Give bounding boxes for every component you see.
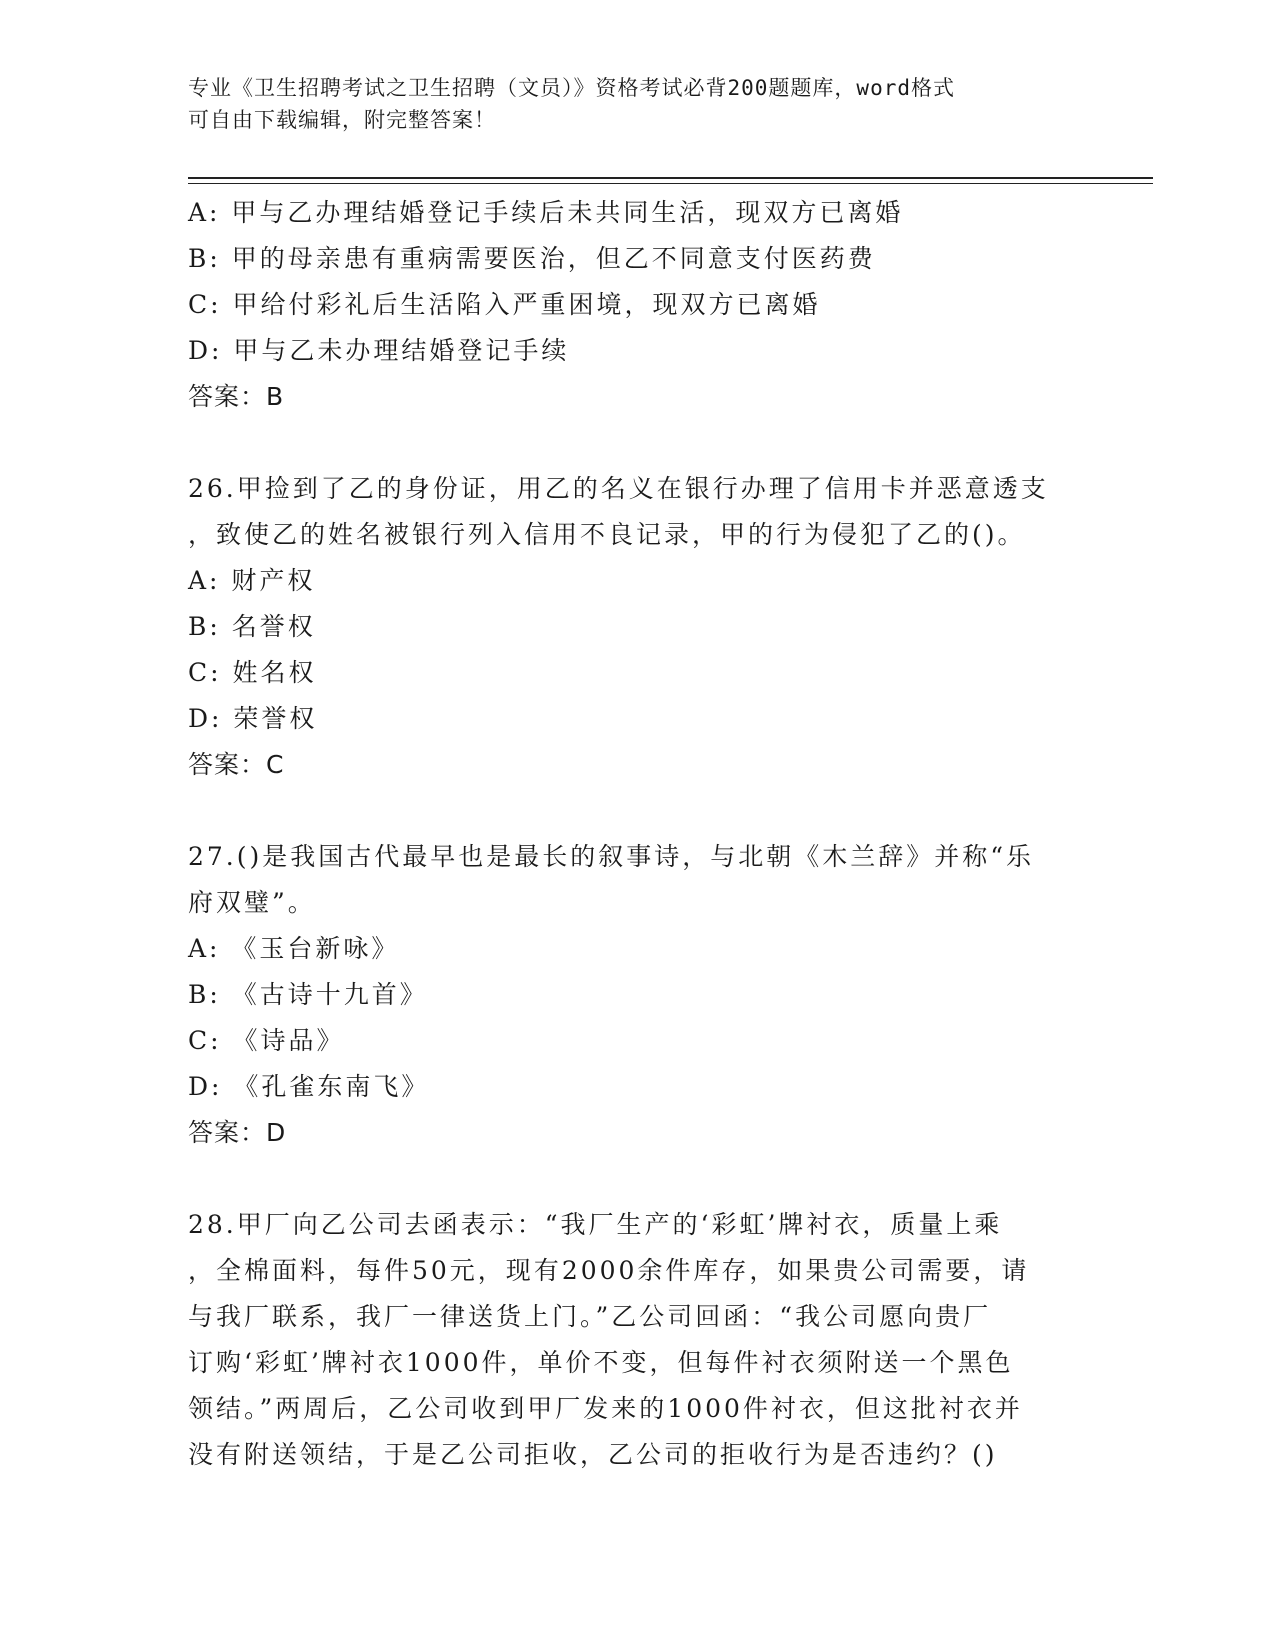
option-a: A: 甲与乙办理结婚登记手续后未共同生活，现双方已离婚 — [188, 198, 904, 227]
answer-line: 答案：C — [188, 750, 285, 779]
header-line-2: 可自由下载编辑，附完整答案！ — [188, 108, 496, 132]
question-text-line: ，致使乙的姓名被银行列入信用不良记录，甲的行为侵犯了乙的()。 — [188, 520, 1026, 549]
question-content — [188, 190, 1088, 1478]
question-25 — [188, 190, 1088, 420]
question-text-line: 府双璧”。 — [188, 888, 316, 917]
option-b: B: 甲的母亲患有重病需要医治，但乙不同意支付医药费 — [188, 244, 876, 273]
question-text-line: 与我厂联系，我厂一律送货上门。”乙公司回函：“我公司愿向贵厂 — [188, 1302, 992, 1331]
option-b: B: 《古诗十九首》 — [188, 980, 428, 1009]
question-26 — [188, 466, 1088, 788]
option-d: D: 《孔雀东南飞》 — [188, 1072, 430, 1101]
question-text-line: 领结。”两周后，乙公司收到甲厂发来的1000件衬衣，但这批衬衣并 — [188, 1394, 1023, 1423]
question-text-line: 26.甲捡到了乙的身份证，用乙的名义在银行办理了信用卡并恶意透支 — [188, 474, 1049, 503]
answer-line: 答案：B — [188, 382, 285, 411]
option-c: C: 姓名权 — [188, 658, 317, 687]
answer-line: 答案：D — [188, 1118, 287, 1147]
question-27 — [188, 834, 1088, 1156]
question-text-line: ，全棉面料，每件50元，现有2000余件库存，如果贵公司需要，请 — [188, 1256, 1030, 1285]
option-c: C: 甲给付彩礼后生活陷入严重困境，现双方已离婚 — [188, 290, 821, 319]
question-text-line: 28.甲厂向乙公司去函表示：“我厂生产的‘彩虹’牌衬衣，质量上乘 — [188, 1210, 1003, 1239]
question-text-line: 27.()是我国古代最早也是最长的叙事诗，与北朝《木兰辞》并称“乐 — [188, 842, 1035, 871]
document-header — [188, 72, 1078, 136]
question-text-line: 订购‘彩虹’牌衬衣1000件，单价不变，但每件衬衣须附送一个黑色 — [188, 1348, 1014, 1377]
header-line-1: 专业《卫生招聘考试之卫生招聘（文员）》资格考试必背200题题库，word格式 — [188, 76, 955, 100]
option-d: D: 荣誉权 — [188, 704, 318, 733]
option-d: D: 甲与乙未办理结婚登记手续 — [188, 336, 570, 365]
header-rule-thick — [188, 177, 1153, 179]
option-a: A: 《玉台新咏》 — [188, 934, 400, 963]
question-28 — [188, 1202, 1088, 1478]
header-rule-thin — [188, 183, 1153, 184]
option-a: A: 财产权 — [188, 566, 316, 595]
option-c: C: 《诗品》 — [188, 1026, 345, 1055]
question-text-line: 没有附送领结，于是乙公司拒收，乙公司的拒收行为是否违约？() — [188, 1440, 998, 1469]
option-b: B: 名誉权 — [188, 612, 316, 641]
